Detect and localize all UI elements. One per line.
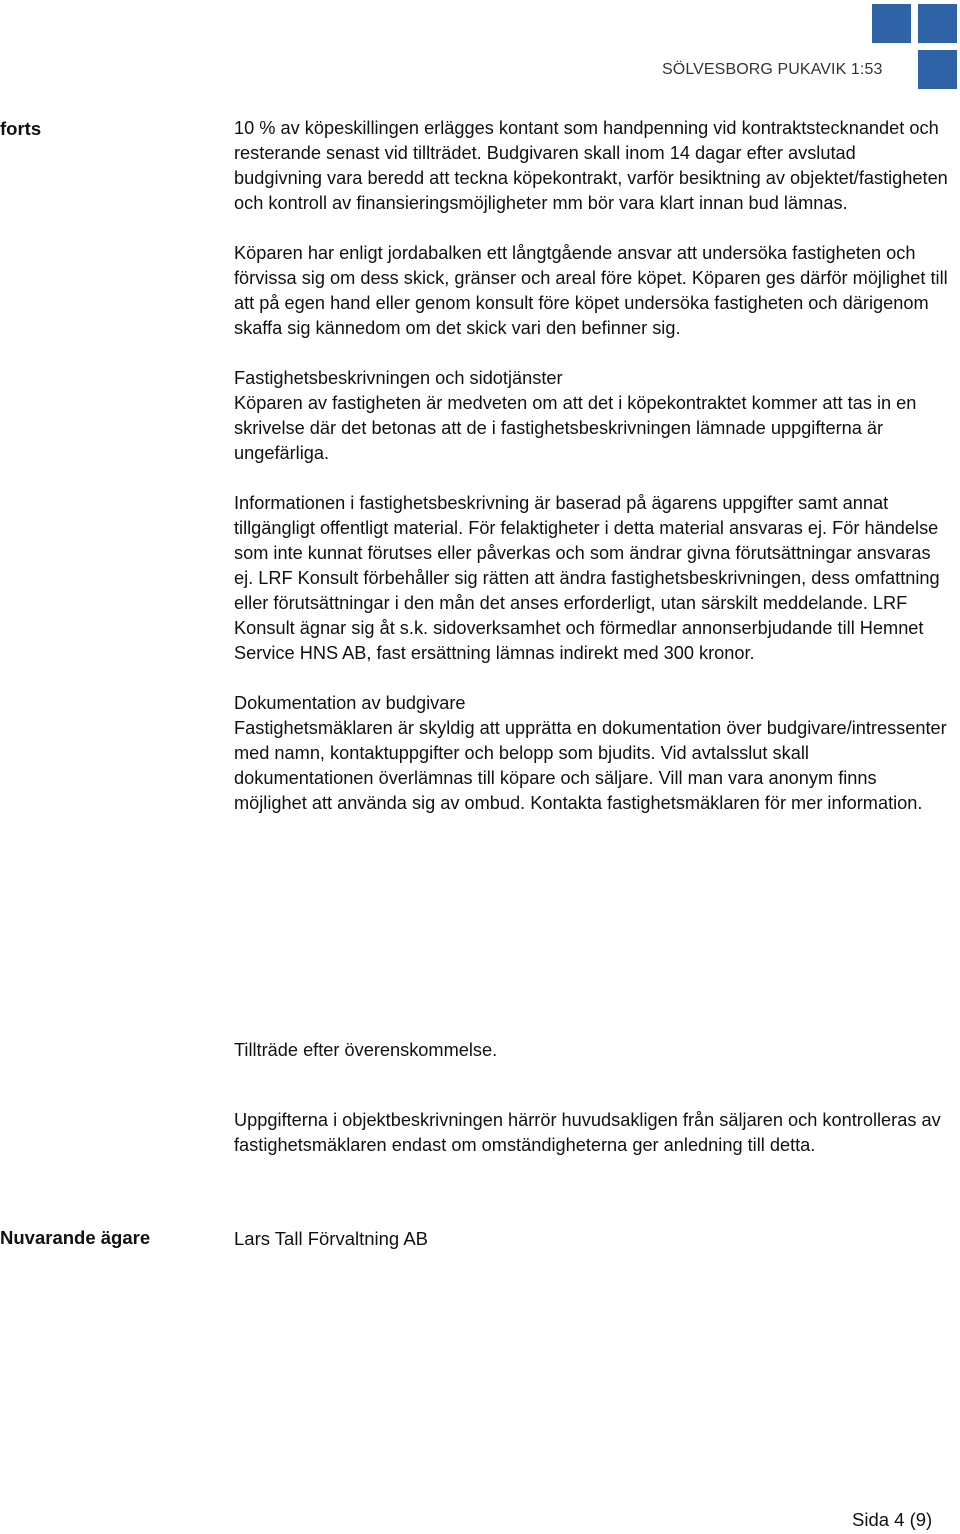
logo-square-top-left <box>872 4 911 43</box>
section-label-forts: forts <box>0 118 42 139</box>
property-id-header: SÖLVESBORG PUKAVIK 1:53 <box>662 61 883 78</box>
logo-square-top-right <box>918 4 957 43</box>
paragraph-buyer-responsibility: Köparen har enligt jordabalken ett långtgående ansvar att undersöka fastigheten och förvissa sig om dess skick, gränser och areal före köpet. Köparen ges därför möjlighet till att på egen hand eller genom konsult före köpet undersöka fastigheten och därigenom skaffa sig kännedom om det skick vari den befinner sig. <box>234 243 948 338</box>
current-owner-value: Lars Tall Förvaltning AB <box>234 1228 429 1249</box>
company-logo <box>872 4 960 90</box>
access-section <box>234 1038 948 1063</box>
paragraph-description-services: Köparen av fastigheten är medveten om att det i köpekontraktet kommer att tas in en skrivelse där det betonas att de i fastighetsbeskrivningen lämnade uppgifterna är ungefärliga. <box>234 393 917 463</box>
paragraph-bidder-documentation: Fastighetsmäklaren är skyldig att upprätta en dokumentation över budgivare/intressenter med namn, kontaktuppgifter och belopp som bjudits. Vid avtalsslut skall dokumentationen överlämnas till köpare och säljare. Vill man vara anonym finns möjlighet att använda sig av ombud. Kontakta fastighetsmäklaren för mer information. <box>234 718 947 813</box>
page-number: Sida 4 (9) <box>852 1509 933 1530</box>
section-label-current-owner: Nuvarande ägare <box>0 1227 151 1248</box>
heading-description-services: Fastighetsbeskrivningen och sidotjänster <box>234 368 563 388</box>
paragraph-information-source: Uppgifterna i objektbeskrivningen härrör huvudsakligen från säljaren och kontrolleras av fastighetsmäklaren endast om omständigheterna ger anledning till detta. <box>234 1110 941 1155</box>
source-section <box>234 1108 948 1158</box>
heading-bidder-documentation: Dokumentation av budgivare <box>234 693 466 713</box>
logo-square-bottom-right <box>918 50 957 89</box>
paragraph-access: Tillträde efter överenskommelse. <box>234 1040 498 1060</box>
terms-section <box>234 116 948 816</box>
paragraph-information-disclaimer: Informationen i fastighetsbeskrivning är baserad på ägarens uppgifter samt annat tillgängligt offentligt material. För felaktigheter i detta material ansvaras ej. För händelse som inte kunnat förutses eller påverkas och som ändrar givna förutsättningar ansvaras ej. LRF Konsult förbehåller sig rätten att ändra fastighetsbeskrivningen, dess omfattning eller förutsättningar i den mån det anses erforderligt, utan särskilt meddelande. LRF Konsult ägnar sig åt s.k. sidoverksamhet och förmedlar annonserbjudande till Hemnet Service HNS AB, fast ersättning lämnas indirekt med 300 kronor. <box>234 493 940 663</box>
paragraph-down-payment: 10 % av köpeskillingen erlägges kontant som handpenning vid kontraktstecknandet och resterande senast vid tillträdet. Budgivaren skall inom 14 dagar efter avslutad budgivning vara beredd att teckna köpekontrakt, varför besiktning av objektet/fastigheten och kontroll av finansieringsmöjligheter mm bör vara klart innan bud lämnas. <box>234 118 948 213</box>
